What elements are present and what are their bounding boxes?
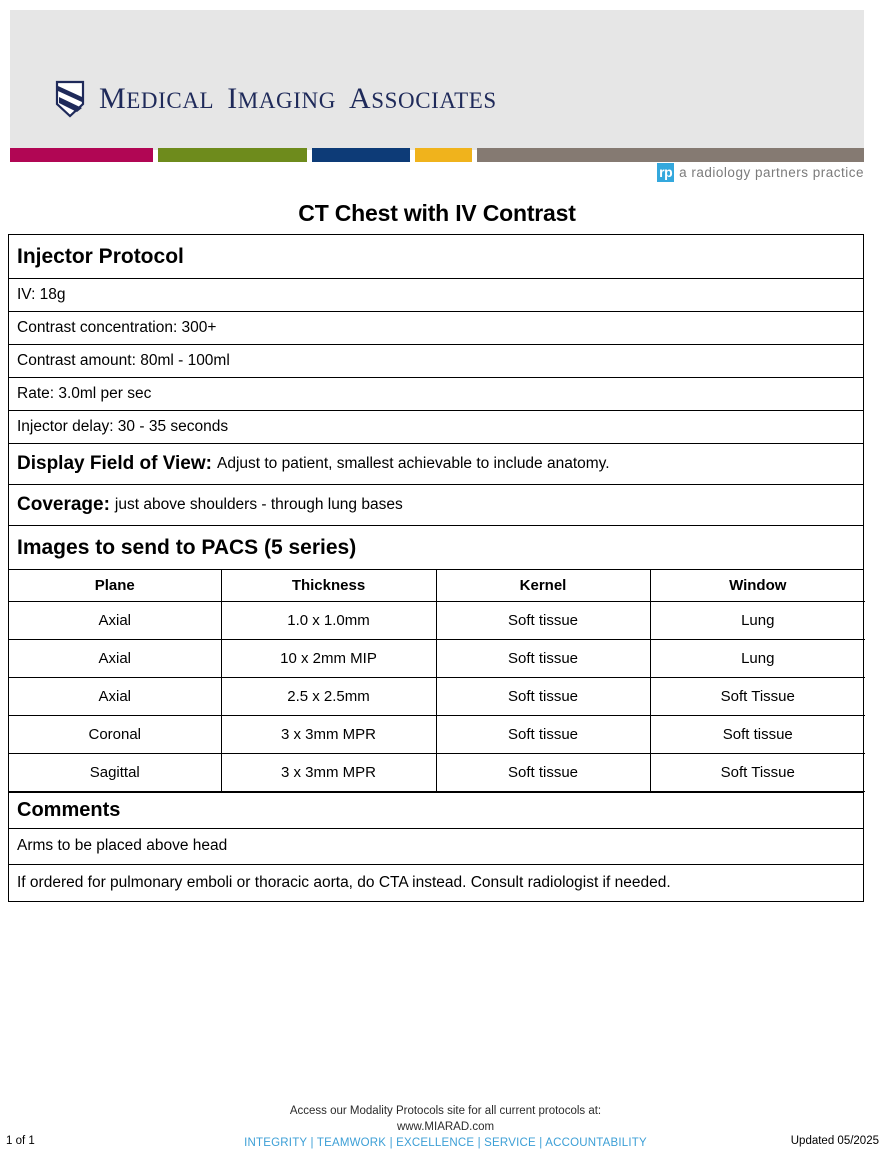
olive-bar	[158, 148, 307, 162]
page-footer	[0, 1103, 891, 1159]
protocol-table	[8, 234, 864, 902]
table-row	[9, 639, 865, 677]
pacs-header-row	[9, 570, 865, 601]
cell-window: Soft Tissue	[650, 677, 865, 715]
wordmark-word-1: MEDICAL	[99, 82, 215, 115]
rp-tagline-text: a radiology partners practice	[679, 165, 864, 180]
pacs-col-thickness: Thickness	[221, 570, 436, 601]
injector-row-delay: Injector delay: 30 - 35 seconds	[9, 411, 863, 444]
table-row	[9, 715, 865, 753]
cell-thickness: 3 x 3mm MPR	[221, 753, 436, 791]
cell-thickness: 10 x 2mm MIP	[221, 639, 436, 677]
display-field-of-view-row	[9, 444, 863, 485]
injector-row-rate: Rate: 3.0ml per sec	[9, 378, 863, 411]
wordmark-word-2: IMAGING	[227, 82, 336, 115]
pacs-series-table-wrap	[9, 570, 863, 793]
injector-row-amount: Contrast amount: 80ml - 100ml	[9, 345, 863, 378]
cell-plane: Sagittal	[9, 753, 221, 791]
dfov-value: Adjust to patient, smallest achievable to include anatomy.	[216, 455, 610, 472]
cell-kernel: Soft tissue	[436, 639, 650, 677]
comment-cta: If ordered for pulmonary emboli or thoracic aorta, do CTA instead. Consult radiologist if needed.	[17, 873, 671, 891]
brand-color-bars	[0, 148, 891, 162]
footer-access-line: Access our Modality Protocols site for all current protocols at:	[289, 1105, 602, 1117]
coverage-value: just above shoulders - through lung bases	[114, 496, 403, 513]
cell-kernel: Soft tissue	[436, 715, 650, 753]
cell-thickness: 3 x 3mm MPR	[221, 715, 436, 753]
cell-plane: Axial	[9, 601, 221, 639]
injector-row-iv: IV: 18g	[9, 279, 863, 312]
footer-website[interactable]: www.MIARAD.com	[396, 1121, 495, 1133]
navy-bar	[312, 148, 410, 162]
coverage-row	[9, 485, 863, 526]
injector-protocol-heading: Injector Protocol	[9, 235, 863, 279]
shield-icon	[55, 80, 85, 118]
radiology-partners-tagline	[657, 163, 864, 182]
injector-row-concentration: Contrast concentration: 300+	[9, 312, 863, 345]
comment-arms: Arms to be placed above head	[9, 829, 863, 865]
table-row	[9, 677, 865, 715]
cell-window: Lung	[650, 601, 865, 639]
company-wordmark	[99, 84, 510, 114]
cell-window: Lung	[650, 639, 865, 677]
cell-thickness: 1.0 x 1.0mm	[221, 601, 436, 639]
cell-window: Soft tissue	[650, 715, 865, 753]
cell-kernel: Soft tissue	[436, 753, 650, 791]
wordmark-word-3: ASSOCIATES	[348, 82, 497, 115]
cell-kernel: Soft tissue	[436, 677, 650, 715]
pacs-col-kernel: Kernel	[436, 570, 650, 601]
pacs-col-plane: Plane	[9, 570, 221, 601]
crimson-bar	[10, 148, 153, 162]
table-row	[9, 753, 865, 791]
taupe-bar	[477, 148, 864, 162]
cell-plane: Coronal	[9, 715, 221, 753]
footer-values-line: INTEGRITY | TEAMWORK | EXCELLENCE | SERVICE | ACCOUNTABILITY	[244, 1137, 647, 1149]
coverage-label: Coverage:	[17, 494, 110, 515]
updated-date: Updated 05/2025	[790, 1135, 879, 1147]
cell-thickness: 2.5 x 2.5mm	[221, 677, 436, 715]
cell-kernel: Soft tissue	[436, 601, 650, 639]
cell-plane: Axial	[9, 639, 221, 677]
rp-logo-icon: rp	[659, 164, 673, 180]
cell-window: Soft Tissue	[650, 753, 865, 791]
pacs-series-table	[9, 570, 865, 792]
comments-heading: Comments	[9, 793, 863, 829]
gold-bar	[415, 148, 472, 162]
table-row	[9, 601, 865, 639]
page-title: CT Chest with IV Contrast	[298, 200, 576, 226]
dfov-label: Display Field of View:	[17, 453, 212, 474]
page-indicator: 1 of 1	[6, 1135, 35, 1147]
pacs-col-window: Window	[650, 570, 865, 601]
cell-plane: Axial	[9, 677, 221, 715]
company-logo	[55, 80, 510, 118]
footer-center-block	[0, 1103, 891, 1151]
pacs-heading: Images to send to PACS (5 series)	[9, 526, 863, 570]
